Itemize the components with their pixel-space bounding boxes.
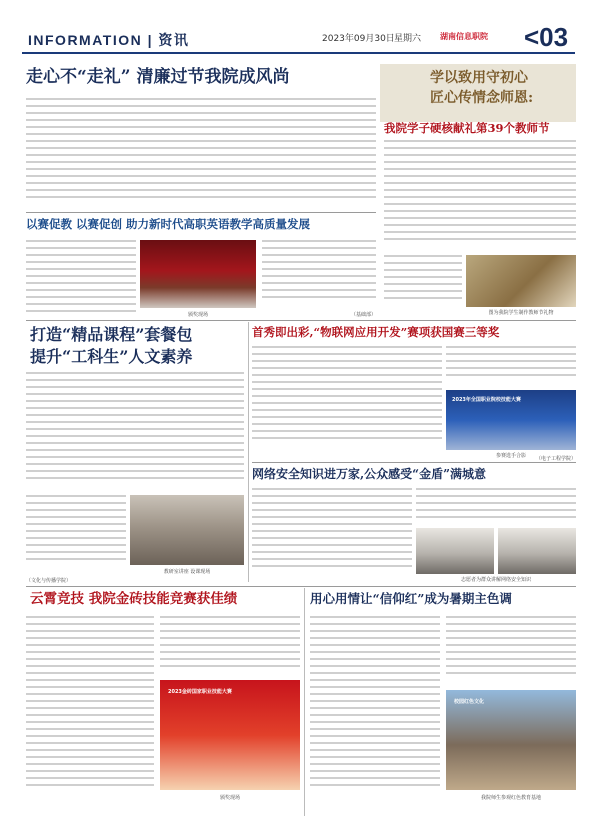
article-headline-cyber-security: 网络安全知识进万家,公众感受“金盾”满城意 bbox=[252, 467, 486, 481]
photo-banner-text: 校园红色文化 bbox=[454, 699, 485, 705]
column-divider bbox=[248, 322, 249, 582]
photo-contest-team bbox=[446, 390, 576, 450]
article-body-english-contest-col2 bbox=[262, 240, 376, 310]
photo-red-education bbox=[446, 690, 576, 790]
article-body-teachers-day-2 bbox=[384, 255, 462, 307]
article-body-quality-course-2 bbox=[26, 495, 126, 575]
divider bbox=[26, 320, 576, 321]
article-headline-quality-course-2: 提升“工科生”人文素养 bbox=[30, 347, 193, 366]
photo-caption-teachers-day: 图为我院学生制作教师节礼物 bbox=[488, 310, 554, 316]
page-number: <03 bbox=[524, 22, 569, 52]
article-body-iot-contest-col2 bbox=[446, 346, 576, 386]
article-headline-red-belief: 用心用情让“信仰红”成为暑期主色调 bbox=[310, 591, 512, 606]
section-title: INFORMATION | 资讯 bbox=[28, 32, 190, 48]
photo-caption-brics-award: 颁奖现场 bbox=[219, 795, 240, 801]
issue-weekday: 星期六 bbox=[394, 34, 422, 44]
article-body-red-belief-col1 bbox=[310, 616, 440, 812]
photo-banner-text: 2023年全国职业院校技能大赛 bbox=[452, 397, 521, 403]
divider bbox=[26, 586, 576, 587]
article-headline-quality-course-1: 打造“精品课程”套餐包 bbox=[30, 325, 193, 344]
article-body-brics-contest-col1 bbox=[26, 616, 154, 812]
paper-name: 湖南信息职院 bbox=[440, 32, 488, 41]
byline-iot-contest: （电子工程学院） bbox=[535, 456, 576, 462]
photo-brics-award bbox=[160, 680, 300, 790]
article-body-clean-festival bbox=[26, 98, 376, 208]
photo-caption-red-education: 我院师生参观红色教育基地 bbox=[480, 795, 541, 801]
article-headline-brics-contest: 云霄竞技 我院金砖技能竞赛获佳绩 bbox=[30, 591, 238, 607]
article-body-english-contest-col1 bbox=[26, 240, 136, 320]
photo-volunteers-1 bbox=[416, 528, 494, 574]
page-header bbox=[22, 22, 575, 54]
photo-banner-text: 2023金砖国家职业技能大赛 bbox=[168, 689, 232, 695]
photo-caption-lecture: 教研室讲座 设课现场 bbox=[163, 569, 211, 575]
photo-caption-award-stage: 颁奖现场 bbox=[187, 312, 208, 318]
photo-caption-volunteers: 志愿者为群众讲解网络安全知识 bbox=[460, 577, 531, 583]
article-headline-teachers-day-2: 匠心传情念师恩: bbox=[430, 90, 534, 106]
article-headline-teachers-day-1: 学以致用守初心 bbox=[430, 70, 528, 86]
photo-award-stage bbox=[140, 240, 256, 308]
article-body-cyber-security-col2 bbox=[416, 488, 576, 524]
byline-english-contest: （基础部） bbox=[350, 312, 376, 318]
article-headline-iot-contest: 首秀即出彩,“物联网应用开发”赛项获国赛三等奖 bbox=[252, 325, 500, 339]
article-body-cyber-security-col1 bbox=[252, 488, 412, 578]
issue-date: 2023年09月30日 bbox=[322, 34, 395, 44]
article-headline-clean-festival: 走心不“走礼” 清廉过节我院成风尚 bbox=[26, 67, 290, 87]
article-body-brics-contest-col2 bbox=[160, 616, 300, 676]
article-headline-english-contest: 以赛促教 以赛促创 助力新时代高职英语教学高质量发展 bbox=[26, 217, 311, 231]
article-headline-teachers-day-3: 我院学子硬核献礼第39个教师节 bbox=[384, 121, 550, 135]
photo-teachers-day-gift bbox=[466, 255, 576, 307]
article-body-quality-course bbox=[26, 372, 244, 492]
divider bbox=[26, 212, 376, 213]
divider bbox=[252, 462, 576, 463]
byline-quality-course: （文化与传播学院） bbox=[26, 578, 72, 584]
article-body-teachers-day bbox=[384, 140, 576, 250]
photo-lecture bbox=[130, 495, 244, 565]
photo-volunteers-2 bbox=[498, 528, 576, 574]
photo-caption-contest-team: 参赛选手合影 bbox=[495, 453, 526, 459]
column-divider bbox=[304, 588, 305, 816]
article-body-red-belief-col2 bbox=[446, 616, 576, 686]
article-body-iot-contest-col1 bbox=[252, 346, 442, 454]
